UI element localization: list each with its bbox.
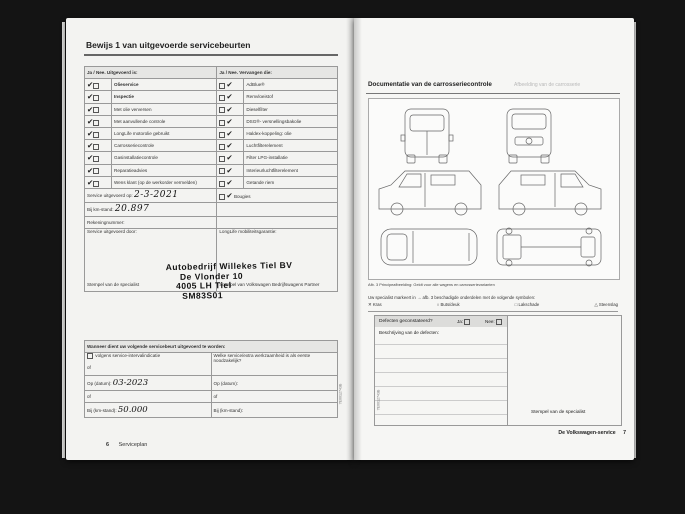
table-row	[85, 115, 338, 127]
checkmark-icon: ✔	[226, 129, 233, 139]
next-date-value[interactable]: 03-2023	[112, 378, 149, 388]
service-date-cell	[85, 188, 217, 202]
next-date-cell	[85, 376, 212, 391]
checkbox-icon[interactable]	[464, 319, 470, 325]
next-km-value[interactable]: 50.000	[117, 405, 148, 415]
next-km-label: Bij (km-stand):	[87, 408, 117, 413]
defects-label: Defecten geconstateerd?	[375, 316, 507, 327]
checkmark-icon: ✔	[87, 153, 94, 163]
document-number: 7E0012743B	[338, 383, 343, 405]
checkmark-icon: ✔	[226, 92, 233, 102]
next-option-cell	[85, 353, 212, 376]
check-cell	[217, 127, 244, 139]
check-cell	[217, 103, 244, 115]
checkbox-icon[interactable]	[93, 120, 99, 126]
write-line	[375, 344, 507, 345]
divider	[507, 316, 508, 425]
stamp-line: 4005 LH Tiel	[175, 280, 232, 292]
bleed-through-text: Afbeelding van de carrosserie	[514, 82, 581, 88]
of-label: of	[213, 394, 218, 399]
damage-symbols	[368, 302, 618, 308]
check-cell	[85, 103, 112, 115]
checkbox-icon[interactable]	[93, 83, 99, 89]
checkbox-icon[interactable]	[219, 194, 225, 200]
checkbox-icon[interactable]	[219, 181, 225, 187]
check-cell	[85, 176, 112, 188]
specialist-stamp-label: Stempel van de specialist	[531, 410, 586, 415]
write-line	[375, 400, 507, 401]
service-booklet	[60, 18, 638, 460]
page-footer	[558, 430, 626, 436]
square-icon: □	[514, 302, 518, 307]
checkbox-icon[interactable]	[93, 168, 99, 174]
service-checklist	[84, 66, 338, 292]
replaced-item-label: Getande riem	[244, 176, 338, 188]
checkmark-icon: ✔	[226, 80, 233, 90]
service-item-label: Olieservice	[112, 79, 217, 91]
triangle-icon: △	[594, 302, 598, 307]
table-row	[85, 103, 338, 115]
divider	[368, 311, 618, 312]
replaced-item-label: Remvloeistof	[244, 91, 338, 103]
checkmark-icon: ✔	[226, 190, 233, 200]
repair-cell	[211, 353, 338, 376]
vehicle-body-diagram	[368, 98, 620, 280]
replaced-item-label: Dieselfilter	[244, 103, 338, 115]
checkbox-icon[interactable]	[93, 107, 99, 113]
check-cell	[85, 79, 112, 91]
checkbox-icon[interactable]	[219, 156, 225, 162]
check-cell	[217, 152, 244, 164]
check-cell	[217, 176, 244, 188]
of-cell	[85, 391, 212, 403]
next-km-cell	[85, 403, 212, 418]
check-cell	[85, 115, 112, 127]
checkbox-icon[interactable]	[93, 156, 99, 162]
of-label: of	[87, 365, 91, 370]
check-cell	[85, 91, 112, 103]
footer-label: Serviceplan	[118, 442, 148, 448]
next-km-label: Bij (km-stand):	[213, 407, 244, 413]
title-rule	[84, 54, 338, 56]
table-row	[85, 91, 338, 103]
checkmark-icon: ✔	[226, 165, 233, 175]
replaced-item-label: DSG®- versnellingsbakolie	[244, 115, 338, 127]
checkmark-icon: ✔	[87, 116, 94, 126]
checkmark-icon: ✔	[87, 92, 94, 102]
checkbox-icon[interactable]	[87, 353, 93, 359]
check-cell	[85, 127, 112, 139]
empty-cell	[217, 202, 338, 216]
col-right-header: Ja / Nee. Vervangen die:	[217, 67, 338, 79]
defects-no: Nee:	[485, 316, 503, 327]
check-cell	[85, 164, 112, 176]
checkbox-icon[interactable]	[219, 144, 225, 150]
checkmark-icon: ✔	[87, 165, 94, 175]
next-date-right-cell	[211, 376, 338, 391]
replaced-item-label: Filter LPG-installatie	[244, 152, 338, 164]
checkbox-icon[interactable]	[219, 168, 225, 174]
cross-icon: ✕	[368, 302, 372, 307]
van-top-view-icon	[381, 229, 477, 265]
empty-cell	[217, 216, 338, 228]
symbol-stone-chip: △ Steenslag	[594, 302, 618, 307]
next-option-label: volgens service-intervalindicatie	[95, 353, 161, 359]
km-value[interactable]: 20.897	[114, 204, 150, 215]
van-underside-icon	[497, 228, 601, 266]
checkbox-icon[interactable]	[496, 319, 502, 325]
checkmark-icon: ✔	[87, 177, 94, 187]
service-item-label: Met olie verversen	[112, 103, 217, 115]
account-cell	[85, 216, 217, 228]
table-row	[85, 127, 338, 139]
check-cell	[217, 140, 244, 152]
km-cell	[85, 202, 217, 216]
van-front-view-icon	[507, 109, 551, 163]
symbol-scratch: ✕ Kras	[368, 302, 382, 307]
stamp-line: Autobedrijf Willekes Tiel BV	[165, 259, 293, 273]
booklet-spine	[346, 18, 362, 460]
service-item-label: Met aanvullende controle	[112, 115, 217, 127]
checkbox-icon[interactable]	[219, 107, 225, 113]
checkmark-icon: ✔	[87, 104, 94, 114]
next-date-label: Op (datum):	[213, 380, 239, 386]
symbol-paint-damage: □ Lakschade	[514, 302, 540, 307]
table-row	[85, 176, 338, 188]
replaced-item-label: Haldex-koppeling: olie	[244, 127, 338, 139]
check-cell	[217, 79, 244, 91]
checkmark-icon: ✔	[87, 141, 94, 151]
checkmark-icon: ✔	[226, 141, 233, 151]
km-label: Bij km-stand:	[87, 207, 114, 213]
page-number: 7	[623, 430, 626, 436]
checkbox-icon[interactable]	[219, 95, 225, 101]
checkmark-icon: ✔	[226, 116, 233, 126]
checkmark-icon: ✔	[226, 153, 233, 163]
specialist-stamp-label: Stempel van de specialist	[87, 282, 140, 288]
table-row	[85, 79, 338, 91]
bougies-label: Bougies	[233, 193, 251, 199]
page-number: 6	[106, 442, 110, 448]
stamp-line: De Vlonder 10	[179, 270, 244, 282]
description-label: Beschrijving van de defecten:	[379, 330, 440, 335]
right-page	[354, 18, 634, 460]
checkbox-icon[interactable]	[219, 120, 225, 126]
service-item-label: LongLife motorolie gebruikt	[112, 127, 217, 139]
col-left-header: Ja / Nee. Uitgevoerd is:	[85, 67, 217, 79]
service-date-label: Service uitgevoerd op:	[87, 193, 133, 199]
page-title: Documentatie van de carrosseriecontrole	[368, 81, 492, 88]
next-service-table	[84, 340, 338, 418]
write-line	[375, 386, 507, 387]
longlife-label: LongLife mobiliteitsgarantie:	[219, 229, 277, 235]
defects-box	[374, 315, 622, 426]
check-cell	[217, 115, 244, 127]
symbols-intro: Uw specialist markeert in → afb. 3 beschadigde onderdelen met de volgende symbolen:	[368, 295, 536, 300]
service-item-label: Gasinstallatiecontrole	[112, 152, 217, 164]
next-service-header: Wanneer dient uw volgende servicebeurt uitgevoerd te worden:	[85, 341, 338, 353]
table-row	[85, 140, 338, 152]
page-footer	[106, 442, 147, 448]
van-rear-view-icon	[401, 109, 453, 163]
service-item-label: Reparatieadvies	[112, 164, 217, 176]
page-edge	[62, 22, 65, 458]
write-line	[375, 414, 507, 415]
check-cell	[217, 164, 244, 176]
stamp-line: SM83S01	[182, 289, 224, 301]
service-item-label: Inspectie	[112, 91, 217, 103]
dealer-stamp	[166, 261, 293, 302]
account-label: Rekeningnummer:	[87, 219, 125, 225]
service-date-value[interactable]: 2-3-2021	[134, 190, 179, 201]
van-left-side-icon	[379, 171, 481, 215]
replaced-item-label: Interieurluchtfilterelement	[244, 164, 338, 176]
table-row	[85, 152, 338, 164]
checkbox-icon[interactable]	[93, 181, 99, 187]
table-row	[85, 164, 338, 176]
checkmark-icon: ✔	[87, 80, 94, 90]
checkbox-icon[interactable]	[219, 132, 225, 138]
service-item-label: Wens klant (op de werkorder vermelden)	[112, 176, 217, 188]
checkmark-icon: ✔	[226, 104, 233, 114]
service-item-label: Carrosseriecontrole	[112, 140, 217, 152]
checkbox-icon[interactable]	[93, 144, 99, 150]
checkbox-icon[interactable]	[93, 132, 99, 138]
left-page	[66, 18, 354, 460]
repair-label: Welke service/extra werkzaamheid is als eerste noodzakelijk?	[213, 353, 311, 363]
circle-icon: ○	[436, 302, 440, 307]
checkbox-icon[interactable]	[219, 83, 225, 89]
van-right-side-icon	[499, 171, 601, 215]
of-label: of	[87, 394, 91, 399]
checkmark-icon: ✔	[226, 177, 233, 187]
check-cell	[217, 91, 244, 103]
next-date-label: Op (datum):	[87, 381, 112, 386]
figure-caption: Afb. 3 Principeafbeelding: Geldt voor alle wagens en carrosserievarianten	[368, 282, 495, 287]
van-outline-drawing	[369, 99, 619, 279]
bougies-cell	[217, 188, 338, 202]
page-title: Bewijs 1 van uitgevoerde servicebeurten	[86, 40, 251, 50]
check-cell	[85, 152, 112, 164]
executed-by-label: Service uitgevoerd door:	[87, 229, 137, 235]
replaced-item-label: Luchtfilterelement	[244, 140, 338, 152]
title-rule	[366, 93, 620, 94]
of-right-cell	[211, 391, 338, 403]
footer-label: De Volkswagen-service	[558, 430, 616, 436]
write-line	[375, 372, 507, 373]
check-cell	[85, 140, 112, 152]
vw-stamp-label: Stempel van Volkswagen Bedrijfswagens Partner	[219, 282, 320, 288]
document-number: 7E0012743B	[376, 389, 381, 411]
write-line	[375, 358, 507, 359]
checkbox-icon[interactable]	[93, 95, 99, 101]
replaced-item-label: AdBlue®	[244, 79, 338, 91]
defects-yes: Ja:	[457, 316, 471, 327]
checkmark-icon: ✔	[87, 129, 94, 139]
symbol-dent: ○ Buts/deuk	[436, 302, 460, 307]
next-km-right-cell	[211, 403, 338, 418]
